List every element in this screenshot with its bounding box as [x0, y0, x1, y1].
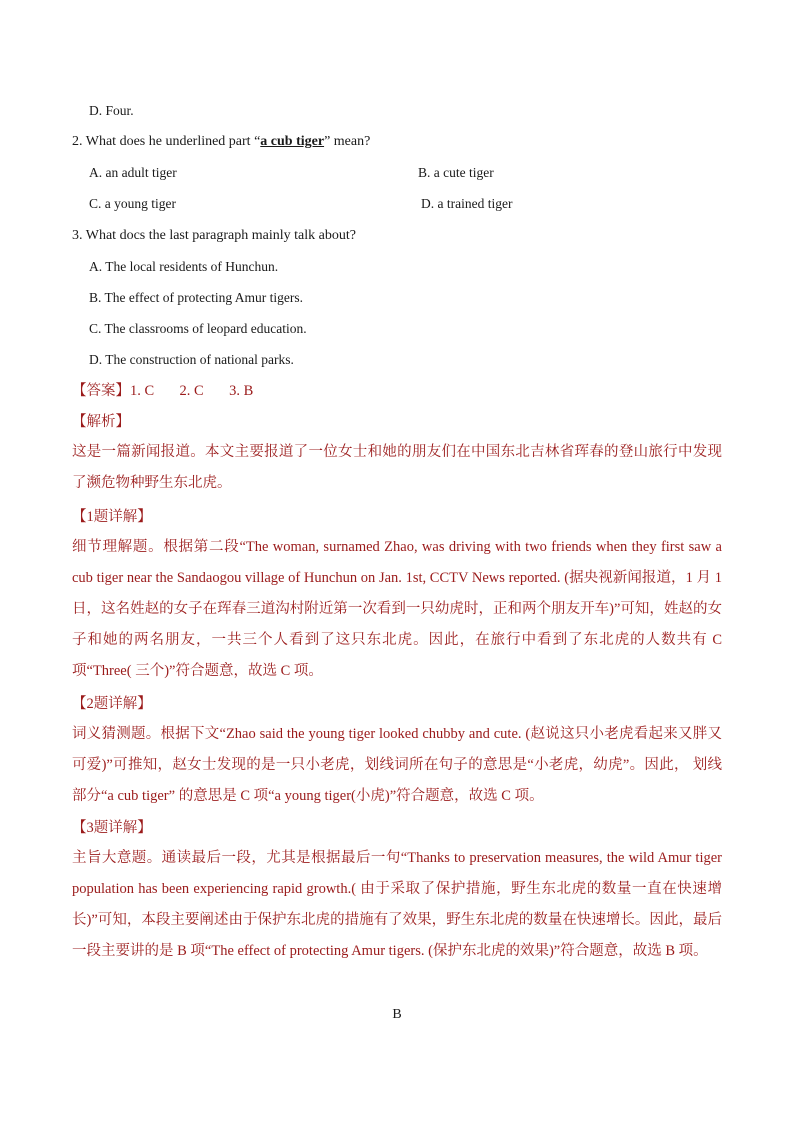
q2-option-a: A. an adult tiger — [89, 165, 177, 180]
detail3-text: 主旨大意题。通读最后一段，尤其是根据最后一句“Thanks to preservation measures, the wild Amur tiger population has been experiencing rapid growth.( 由于采取了保护措施，野生东北虎的数量一直在快速增长)”可知，本段主要阐述由于保护东北虎的措施有了效果，野生东北虎的数量在快速增长。因此，最后一段主要讲的是 B 项“The effect of protecting Amur tigers. (保护东北虎的效果)”符合题意，故选 B 项。 — [72, 850, 722, 959]
detail3-label: 【3题详解】 — [72, 820, 152, 836]
detail2-label: 【2题详解】 — [72, 696, 152, 712]
detail2-text: 词义猜测题。根据下文“Zhao said the young tiger looked chubby and cute. (赵说这只小老虎看起来又胖又可爱)”可推知，赵女士发现的是一只小老虎，划线词所在句子的意思是“小老虎，幼虎”。因此， 划线部分“a cub tiger” 的意思是 C 项“a young tiger(小虎)”符合题意，故选 C 项。 — [72, 726, 722, 804]
q2-option-c: C. a young tiger — [89, 196, 176, 211]
q2-option-b: B. a cute tiger — [418, 165, 494, 180]
answer-values: 1. C 2. C 3. B — [130, 383, 254, 399]
q3-option-a: A. The local residents of Hunchun. — [89, 259, 279, 274]
detail1-text: 细节理解题。根据第二段“The woman, surnamed Zhao, was driving with two friends when they first saw a cub tiger near the Sandaogou village of Hunchun on Jan. 1st, CCTV News reported. (据央视新闻报道，1 月 1 日，这名姓赵的女子在珲春三道沟村附近第一次看到一只幼虎时，正和两个朋友开车)”可知，姓赵的女子和她的两名朋友，一共三个人看到了这只东北虎。因此，在旅行中看到了东北虎的人数共有 C 项“Three( 三个)”符合题意，故选 C 项。 — [72, 539, 722, 679]
analysis-text: 这是一篇新闻报道。本文主要报道了一位女士和她的朋友们在中国东北吉林省珲春的登山旅行中发现了濒危物种野生东北虎。 — [72, 444, 722, 491]
q3-option-d: D. The construction of national parks. — [89, 352, 294, 367]
q3-option-b: B. The effect of protecting Amur tigers. — [89, 290, 303, 305]
section-letter: B — [392, 1007, 402, 1022]
q2-option-d: D. a trained tiger — [421, 196, 513, 211]
q3-stem: 3. What docs the last paragraph mainly talk about? — [72, 228, 356, 243]
q2-stem-post: ” mean? — [324, 134, 371, 149]
q3-option-c: C. The classrooms of leopard education. — [89, 321, 307, 336]
detail1-label: 【1题详解】 — [72, 509, 152, 525]
q1-option-d: D. Four. — [89, 103, 134, 118]
q2-underlined-term: a cub tiger — [260, 134, 325, 149]
q2-stem — [72, 132, 370, 152]
q2-stem-pre: 2. What does he underlined part “ — [72, 134, 261, 149]
answer-label: 【答案】 — [72, 383, 130, 399]
analysis-label: 【解析】 — [72, 414, 130, 430]
answer-line — [72, 381, 253, 401]
